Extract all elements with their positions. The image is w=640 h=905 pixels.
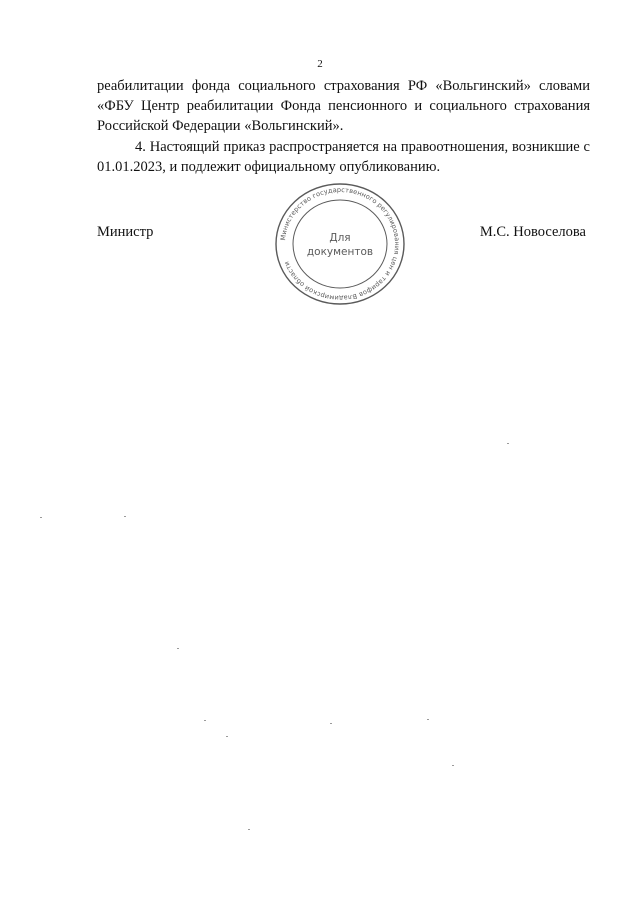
paragraph-amendment: реабилитации фонда социального страхования РФ «Вольгинский» словами «ФБУ Центр реабилитации Фонда пенсионного и социального страхования Российской Федерации «Вольгинский». [97, 78, 590, 134]
scan-speck [226, 736, 228, 737]
scan-speck [330, 723, 332, 724]
scan-speck [427, 719, 429, 720]
scan-speck [124, 516, 126, 517]
seal-inner-ring [293, 200, 387, 288]
page-number: 2 [317, 58, 323, 70]
seal-center-line2: документов [306, 246, 374, 258]
scan-speck [507, 443, 509, 444]
scan-speck [248, 829, 250, 830]
signature-title: Министр [97, 224, 154, 240]
scan-speck [452, 765, 454, 766]
official-seal-stamp [272, 181, 408, 307]
signature-name: М.С. Новоселова [479, 224, 586, 240]
scan-speck [177, 648, 179, 649]
scan-speck [204, 720, 206, 721]
scan-speck [40, 517, 42, 518]
paragraph-effective-date: 4. Настоящий приказ распространяется на правоотношения, возникшие с 01.01.2023, и подлежит официальному опубликованию. [97, 139, 590, 175]
seal-center-line1: Для [329, 232, 351, 244]
seal-ring-text: Министерство государственного регулирования цен и тарифов Владимирской области [279, 185, 402, 303]
seal-outer-ring [276, 184, 404, 304]
